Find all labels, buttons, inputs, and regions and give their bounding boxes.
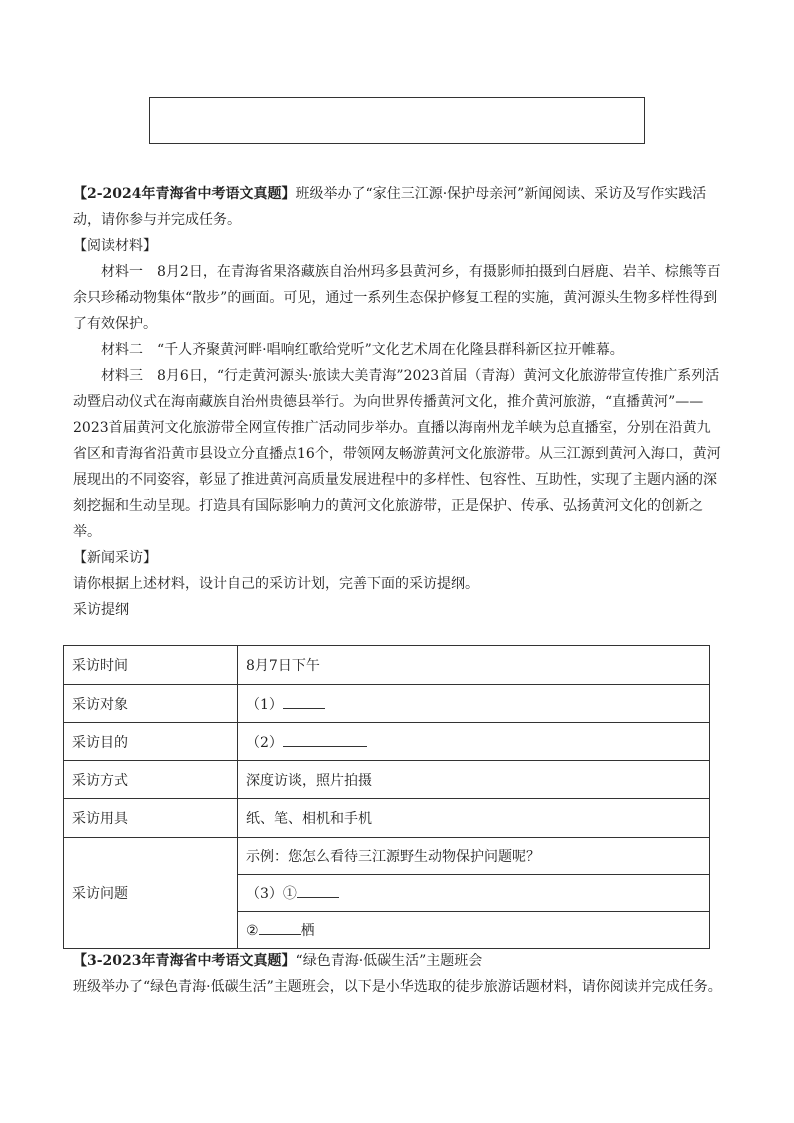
tools-label: 采访用具 bbox=[64, 799, 238, 838]
q2-intro-text: 班级举办了“家住三江源·保护母亲河”新闻阅读、采访及写作实践活动，请你参与并完成任务。 bbox=[73, 186, 707, 228]
time-label: 采访时间 bbox=[64, 646, 238, 685]
tools-value: 纸、笔、相机和手机 bbox=[238, 799, 710, 838]
target-cell bbox=[238, 685, 710, 723]
q3-cell bbox=[238, 875, 710, 912]
example-question: 示例：您怎么看待三江源野生动物保护问题呢？ bbox=[238, 838, 710, 875]
answer-blank-2[interactable] bbox=[283, 732, 367, 747]
q3-heading bbox=[73, 948, 723, 974]
answer-blank-3a[interactable] bbox=[297, 883, 339, 898]
target-prefix: （1） bbox=[246, 696, 283, 713]
material-2: 材料二 “千人齐聚黄河畔·唱响红歌给党听”文化艺术周在化隆县群科新区拉开帷幕。 bbox=[101, 342, 624, 358]
q2-intro-block bbox=[73, 181, 723, 623]
answer-blank-3b[interactable] bbox=[259, 920, 301, 935]
answer-blank-1[interactable] bbox=[283, 694, 325, 709]
q3-intro: 班级举办了“绿色青海·低碳生活”主题班会，以下是小华选取的徒步旅游话题材料，请你阅读并完成任务。 bbox=[73, 979, 722, 995]
q3-prefix: （3）① bbox=[246, 886, 297, 902]
outline-title: 采访提纲 bbox=[73, 602, 129, 618]
q2-source: 【2-2024年青海省中考语文真题】 bbox=[73, 186, 296, 202]
interview-outline-table bbox=[63, 645, 710, 949]
interview-header: 【新闻采访】 bbox=[73, 550, 157, 566]
q3-second-prefix: ② bbox=[246, 923, 259, 939]
q3-title: “绿色青海·低碳生活”主题班会 bbox=[295, 953, 483, 969]
q3-second-suffix: 栖 bbox=[300, 923, 315, 939]
table-row bbox=[64, 646, 710, 685]
table-row bbox=[64, 723, 710, 761]
questions-label: 采访问题 bbox=[64, 838, 238, 949]
table-row bbox=[64, 799, 710, 838]
q3-block bbox=[73, 948, 723, 1000]
q3-second-cell bbox=[238, 912, 710, 949]
answer-box bbox=[149, 97, 645, 144]
method-value: 深度访谈，照片拍摄 bbox=[238, 761, 710, 799]
reading-header: 【阅读材料】 bbox=[73, 238, 157, 254]
table-row bbox=[64, 761, 710, 799]
method-label: 采访方式 bbox=[64, 761, 238, 799]
material-1: 材料一 8月2日，在青海省果洛藏族自治州玛多县黄河乡，有摄影师拍摄到白唇鹿、岩羊、棕熊等百余只珍稀动物集体“散步”的画面。可见，通过一系列生态保护修复工程的实施，黄河源头生物多样性得到了有效保护。 bbox=[73, 264, 721, 332]
purpose-label: 采访目的 bbox=[64, 723, 238, 761]
table-row bbox=[64, 685, 710, 723]
instruction: 请你根据上述材料，设计自己的采访计划，完善下面的采访提纲。 bbox=[73, 576, 479, 592]
table-row bbox=[64, 838, 710, 875]
purpose-prefix: （2） bbox=[246, 734, 283, 751]
time-value: 8月7日下午 bbox=[238, 646, 710, 685]
purpose-cell bbox=[238, 723, 710, 761]
q3-source: 【3-2023年青海省中考语文真题】 bbox=[73, 953, 296, 969]
material-3: 材料三 8月6日，“行走黄河源头·旅读大美青海”2023首届（青海）黄河文化旅游带宣传推广系列活动暨启动仪式在海南藏族自治州贵德县举行。为向世界传播黄河文化，推介黄河旅游，“直播黄河”——2023首届黄河文化旅游带全网宣传推广活动同步举办。直播以海南州龙羊峡为总直播室，分别在沿黄九省区和青海省沿黄市县设立分直播点16个，带领网友畅游黄河文化旅游带。从三江源到黄河入海口，黄河展现出的不同姿容，彰显了推进黄河高质量发展进程中的多样性、包容性、互助性，实现了主题内涵的深刻挖掘和生动呈现。打造具有国际影响力的黄河文化旅游带，正是保护、传承、弘扬黄河文化的创新之举。 bbox=[73, 368, 721, 540]
target-label: 采访对象 bbox=[64, 685, 238, 723]
q2-intro bbox=[73, 181, 723, 233]
